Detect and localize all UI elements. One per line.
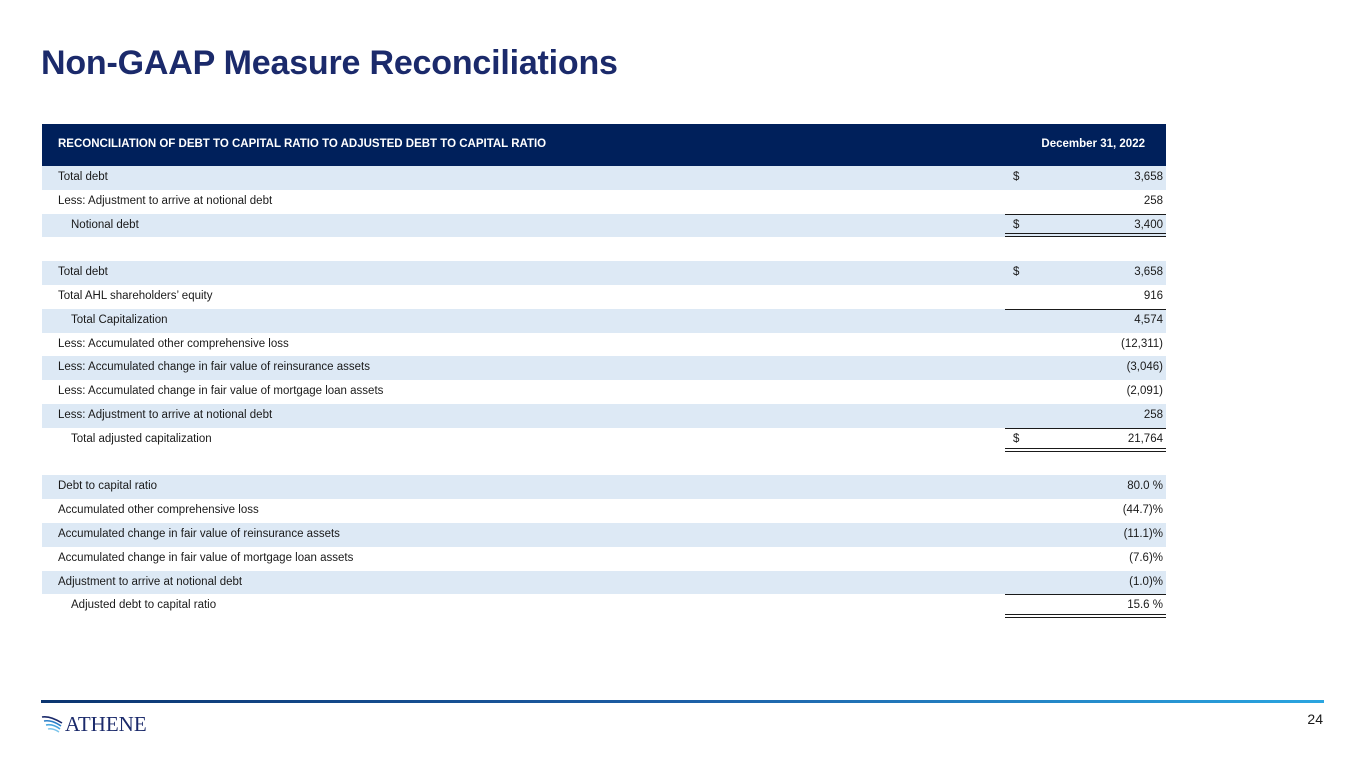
row-value: (2,091) <box>1126 385 1163 398</box>
row-label: Less: Adjustment to arrive at notional debt <box>58 194 273 207</box>
row-label: Total debt <box>58 171 108 183</box>
table-row-notional-debt <box>42 214 1166 238</box>
row-label: Accumulated other comprehensive loss <box>58 504 259 517</box>
table-header <box>42 124 1166 166</box>
wave-mark-icon <box>41 714 63 734</box>
row-value: 3,400 <box>1134 218 1163 231</box>
row-label: Less: Accumulated change in fair value of mortgage loan assets <box>58 385 384 398</box>
row-dollar-sign: $ <box>1013 432 1020 445</box>
row-label: Accumulated change in fair value of mortgage loan assets <box>58 551 354 564</box>
page-title: Non-GAAP Measure Reconciliations <box>41 44 618 82</box>
row-value: (7.6)% <box>1129 551 1163 564</box>
row-value: 258 <box>1143 194 1163 207</box>
row-value: 916 <box>1143 289 1163 302</box>
row-label: Adjustment to arrive at notional debt <box>58 575 243 588</box>
athene-logo <box>41 712 147 736</box>
row-dollar-sign: $ <box>1013 266 1020 279</box>
row-label: Notional debt <box>71 218 139 231</box>
row-label: Adjusted debt to capital ratio <box>71 599 217 612</box>
table-row-reinsurance-assets <box>42 356 1166 380</box>
subtotal-rule <box>1005 594 1166 595</box>
table-row-mortgage-ratio <box>42 547 1166 571</box>
row-label: Total Capitalization <box>71 313 168 326</box>
table-row-shareholders-equity <box>42 285 1166 309</box>
table-header-date: December 31, 2022 <box>1041 138 1145 150</box>
table-row-adjustment-notional-2 <box>42 404 1166 428</box>
table-row-notional-ratio <box>42 571 1166 595</box>
row-value: 21,764 <box>1127 432 1163 445</box>
table-row-mortgage-loan-assets <box>42 380 1166 404</box>
row-value: 80.0 % <box>1127 480 1163 493</box>
table-row-debt-to-capital <box>42 475 1166 499</box>
table-row-total-adjusted-capitalization <box>42 428 1166 452</box>
table-row-aoci <box>42 333 1166 357</box>
table-row-total-debt-2 <box>42 261 1166 285</box>
total-double-rule <box>1005 614 1166 618</box>
row-value: 3,658 <box>1134 266 1163 279</box>
subtotal-rule <box>1005 309 1166 310</box>
row-label: Total AHL shareholders’ equity <box>58 289 213 302</box>
row-label: Accumulated change in fair value of reinsurance assets <box>58 527 340 540</box>
table-row-adjusted-debt-to-capital <box>42 594 1166 618</box>
page-number: 24 <box>1307 711 1323 727</box>
subtotal-rule <box>1005 214 1166 215</box>
table-spacer-row <box>42 452 1166 476</box>
row-label: Total debt <box>58 266 108 279</box>
table-row-total-capitalization <box>42 309 1166 333</box>
table-spacer-row <box>42 237 1166 261</box>
row-value: (12,311) <box>1121 337 1163 350</box>
row-label: Less: Accumulated other comprehensive loss <box>58 337 289 350</box>
row-value: (1.0)% <box>1129 575 1163 588</box>
table-header-label: RECONCILIATION OF DEBT TO CAPITAL RATIO TO ADJUSTED DEBT TO CAPITAL RATIO <box>58 138 547 150</box>
logo-text: ATHENE <box>65 711 147 736</box>
subtotal-rule <box>1005 428 1166 429</box>
table-row-adjustment-notional <box>42 190 1166 214</box>
table-row-reinsurance-ratio <box>42 523 1166 547</box>
table-row-aoci-ratio <box>42 499 1166 523</box>
row-dollar-sign: $ <box>1013 171 1020 183</box>
row-dollar-sign: $ <box>1013 218 1020 231</box>
row-value: (11.1)% <box>1123 527 1163 540</box>
row-label: Less: Adjustment to arrive at notional debt <box>58 408 273 421</box>
row-value: 15.6 % <box>1127 599 1163 612</box>
row-value: (44.7)% <box>1122 504 1163 517</box>
row-value: (3,046) <box>1126 361 1163 374</box>
row-label: Total adjusted capitalization <box>71 432 212 445</box>
row-label: Debt to capital ratio <box>58 480 158 493</box>
reconciliation-table <box>42 124 1166 618</box>
row-value: 258 <box>1143 408 1163 421</box>
row-value: 3,658 <box>1134 171 1163 183</box>
table-row-total-debt <box>42 166 1166 190</box>
row-label: Less: Accumulated change in fair value of reinsurance assets <box>58 361 370 374</box>
footer-rule <box>41 700 1324 703</box>
row-value: 4,574 <box>1134 313 1163 326</box>
